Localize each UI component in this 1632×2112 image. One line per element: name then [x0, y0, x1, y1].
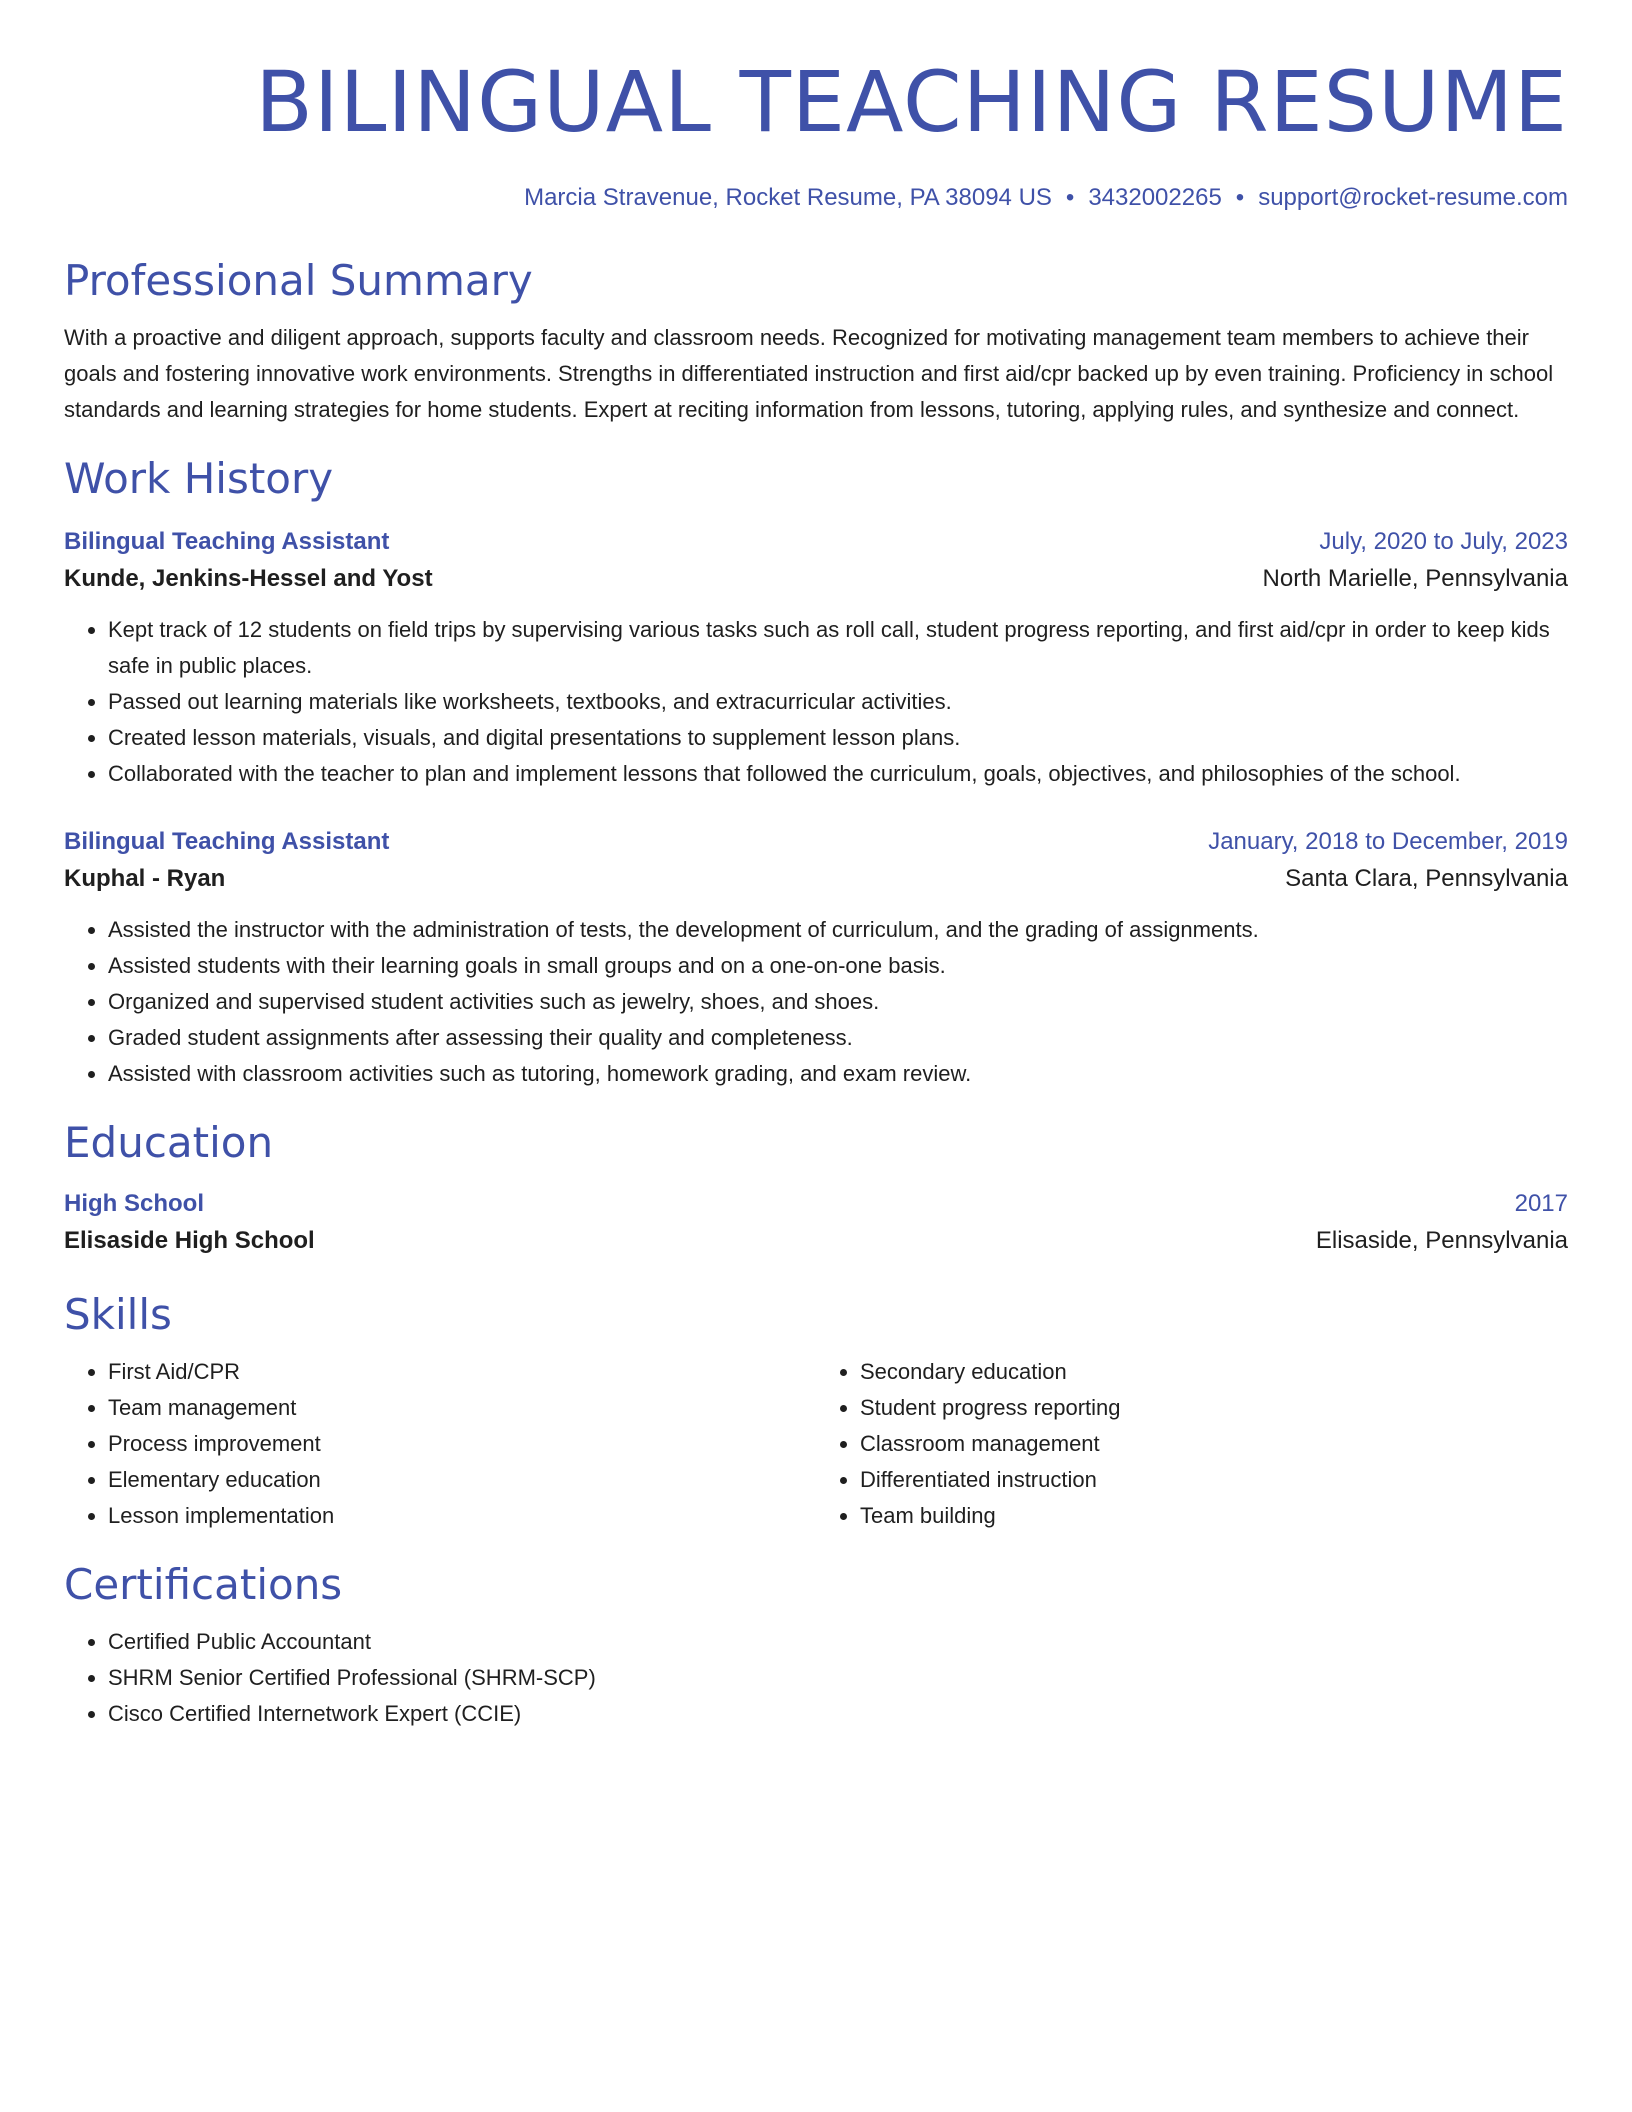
job-location: North Marielle, Pennsylvania: [1262, 565, 1568, 592]
list-item: • Created lesson materials, visuals, and digital presentations to supplement lesson plans.: [108, 720, 1568, 756]
job-dates: July, 2020 to July, 2023: [1319, 528, 1568, 555]
contact-separator: •: [1235, 184, 1245, 211]
list-item: • Assisted with classroom activities such as tutoring, homework grading, and exam review.: [108, 1056, 1568, 1092]
list-item: • Cisco Certified Internetwork Expert (CCIE): [108, 1696, 1568, 1732]
list-item: • Collaborated with the teacher to plan and implement lessons that followed the curriculum, goals, objectives, and philosophies of the school.: [108, 756, 1568, 792]
certifications-heading: Certifications: [64, 1560, 343, 1609]
list-item: • Process improvement: [108, 1426, 816, 1462]
list-item: • Certified Public Accountant: [108, 1624, 1568, 1660]
contact-email[interactable]: support@rocket-resume.com: [1258, 184, 1568, 211]
job-employer: Kuphal - Ryan: [64, 865, 226, 892]
job-bullets: [64, 612, 1568, 792]
job-title: Bilingual Teaching Assistant: [64, 828, 390, 855]
list-item: • Team building: [860, 1498, 1568, 1534]
list-item: • Student progress reporting: [860, 1390, 1568, 1426]
list-item: • Graded student assignments after assessing their quality and completeness.: [108, 1020, 1568, 1056]
job-employer-row: [64, 560, 1568, 598]
education-header-row: [64, 1186, 1568, 1222]
skills-column-left: [64, 1354, 816, 1534]
skills-grid: [64, 1354, 1568, 1534]
list-item: • Assisted students with their learning goals in small groups and on a one-on-one basis.: [108, 948, 1568, 984]
job-title: Bilingual Teaching Assistant: [64, 528, 390, 555]
job-dates: January, 2018 to December, 2019: [1208, 828, 1568, 855]
education-year: 2017: [1514, 1190, 1568, 1217]
education-section: [64, 1118, 1568, 1260]
education-degree: High School: [64, 1190, 204, 1217]
contact-line: [64, 182, 1568, 214]
education-school: Elisaside High School: [64, 1227, 315, 1254]
list-item: • Passed out learning materials like worksheets, textbooks, and extracurricular activities.: [108, 684, 1568, 720]
list-item: • Lesson implementation: [108, 1498, 816, 1534]
job-employer-row: [64, 860, 1568, 898]
contact-address: Marcia Stravenue, Rocket Resume, PA 38094 US: [524, 184, 1052, 211]
job-header-row: [64, 824, 1568, 860]
job-header-row: [64, 524, 1568, 560]
job-entry: [64, 524, 1568, 792]
resume-title: BILINGUAL TEACHING RESUME: [255, 53, 1568, 151]
summary-heading: Professional Summary: [64, 256, 533, 305]
education-location: Elisaside, Pennsylvania: [1315, 1227, 1568, 1254]
education-school-row: [64, 1222, 1568, 1260]
list-item: • Secondary education: [860, 1354, 1568, 1390]
resume-page: [64, 0, 1568, 1732]
contact-separator: •: [1065, 184, 1075, 211]
skills-heading: Skills: [64, 1290, 172, 1339]
job-entry: [64, 824, 1568, 1092]
list-item: • Differentiated instruction: [860, 1462, 1568, 1498]
list-item: • Classroom management: [860, 1426, 1568, 1462]
contact-phone: 3432002265: [1088, 184, 1222, 211]
skills-column-right: [816, 1354, 1568, 1534]
summary-section: [64, 256, 1568, 428]
certifications-list: [64, 1624, 1568, 1732]
certifications-section: [64, 1560, 1568, 1732]
list-item: • SHRM Senior Certified Professional (SHRM-SCP): [108, 1660, 1568, 1696]
list-item: • Organized and supervised student activities such as jewelry, shoes, and shoes.: [108, 984, 1568, 1020]
education-heading: Education: [64, 1118, 274, 1167]
list-item: • Assisted the instructor with the administration of tests, the development of curriculum, and the grading of assignments.: [108, 912, 1568, 948]
work-history-section: [64, 454, 1568, 1092]
job-location: Santa Clara, Pennsylvania: [1285, 865, 1568, 892]
job-employer: Kunde, Jenkins-Hessel and Yost: [64, 565, 433, 592]
job-bullets: [64, 912, 1568, 1092]
list-item: • Elementary education: [108, 1462, 816, 1498]
list-item: • First Aid/CPR: [108, 1354, 816, 1390]
summary-text: With a proactive and diligent approach, supports faculty and classroom needs. Recognized for motivating management team members to achieve their goals and fostering innovative work environments. Strengths in differentiated instruction and first aid/cpr backed up by even training. Proficiency in school standards and learning strategies for home students. Expert at reciting information from lessons, tutoring, applying rules, and synthesize and connect.: [64, 325, 1554, 422]
skills-section: [64, 1290, 1568, 1534]
list-item: • Kept track of 12 students on field trips by supervising various tasks such as roll call, student progress reporting, and first aid/cpr in order to keep kids safe in public places.: [108, 612, 1568, 684]
work-history-heading: Work History: [64, 454, 334, 503]
list-item: • Team management: [108, 1390, 816, 1426]
